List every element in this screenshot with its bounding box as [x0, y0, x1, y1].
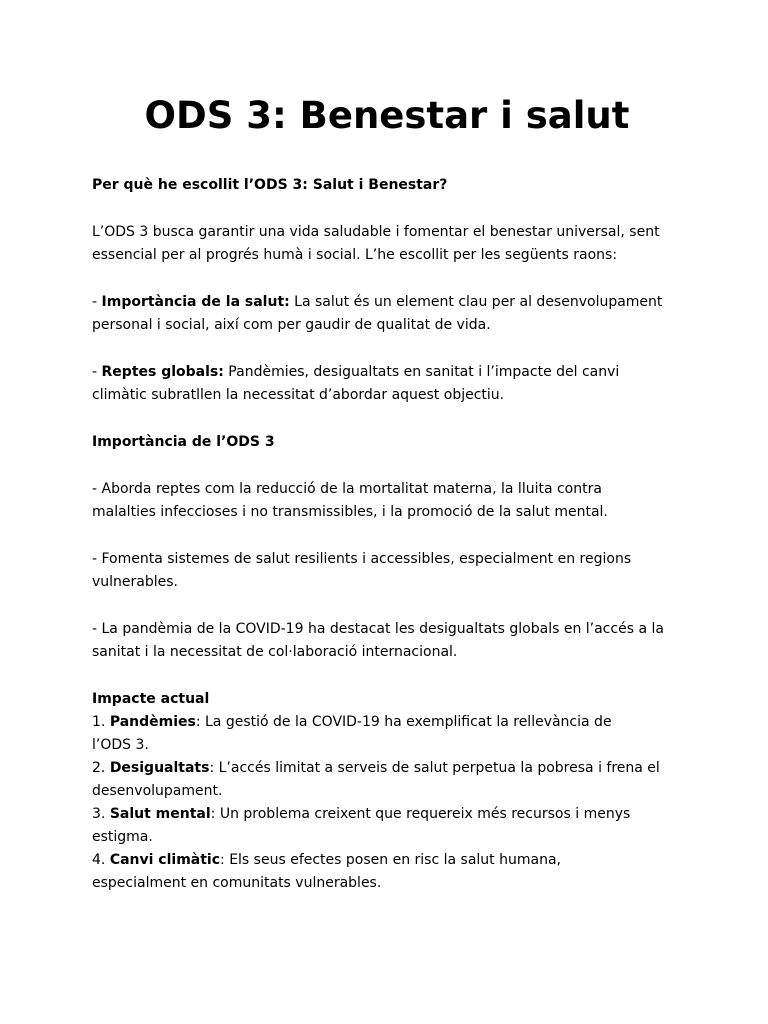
impact-text: : Un problema creixent que requereix més recursos i menys estigma. — [92, 806, 631, 845]
impact-item — [92, 757, 677, 803]
impact-text: : La gestió de la COVID-19 ha exemplificat la rellevància de l’ODS 3. — [92, 714, 612, 753]
impact-item — [92, 803, 652, 849]
reason-text: La salut és un element clau per al desenvolupament personal i social, així com per gaudir de qualitat de vida. — [92, 294, 663, 333]
reason-prefix: - — [92, 294, 102, 310]
intro-paragraph: L’ODS 3 busca garantir una vida saludable i fomentar el benestar universal, sent essencial per al progrés humà i social. L’he escollit per les següents raons: — [92, 224, 660, 263]
reason-item-health — [92, 291, 667, 337]
reason-prefix: - — [92, 364, 102, 380]
impact-num: 1. — [92, 714, 110, 730]
section-heading-why: Per què he escollit l’ODS 3: Salut i Benestar? — [92, 177, 448, 193]
impact-text: : L’accés limitat a serveis de salut perpetua la pobresa i frena el desenvolupament. — [92, 760, 660, 799]
impact-item — [92, 849, 657, 895]
document-page — [92, 90, 682, 895]
impact-label: Salut mental — [109, 806, 211, 822]
reason-text: Pandèmies, desigualtats en sanitat i l’impacte del canvi climàtic subratllen la necessitat d’abordar aquest objectiu. — [92, 364, 620, 403]
impact-num: 2. — [92, 760, 110, 776]
section-heading-impact: Impacte actual — [92, 691, 210, 707]
impact-text: : Els seus efectes posen en risc la salut humana, especialment en comunitats vulnerables. — [92, 852, 561, 891]
importance-point: - Aborda reptes com la reducció de la mortalitat materna, la lluita contra malalties infeccioses i no transmissibles, i la promoció de la salut mental. — [92, 481, 608, 520]
impact-item — [92, 711, 652, 757]
impact-num: 4. — [92, 852, 110, 868]
impact-label: Pandèmies — [109, 714, 196, 730]
document-title: ODS 3: Benestar i salut — [144, 94, 630, 137]
importance-point: - Fomenta sistemes de salut resilients i accessibles, especialment en regions vulnerables. — [92, 551, 632, 590]
reason-label: Reptes globals: — [101, 364, 224, 380]
impact-label: Canvi climàtic — [109, 852, 221, 868]
reason-item-global — [92, 361, 677, 407]
importance-point: - La pandèmia de la COVID-19 ha destacat les desigualtats globals en l’accés a la sanitat i la necessitat de col·laboració internacional. — [92, 621, 664, 660]
reason-label: Importància de la salut: — [101, 294, 290, 310]
impact-num: 3. — [92, 806, 110, 822]
section-heading-importance: Importància de l’ODS 3 — [92, 434, 275, 450]
impact-label: Desigualtats — [109, 760, 210, 776]
